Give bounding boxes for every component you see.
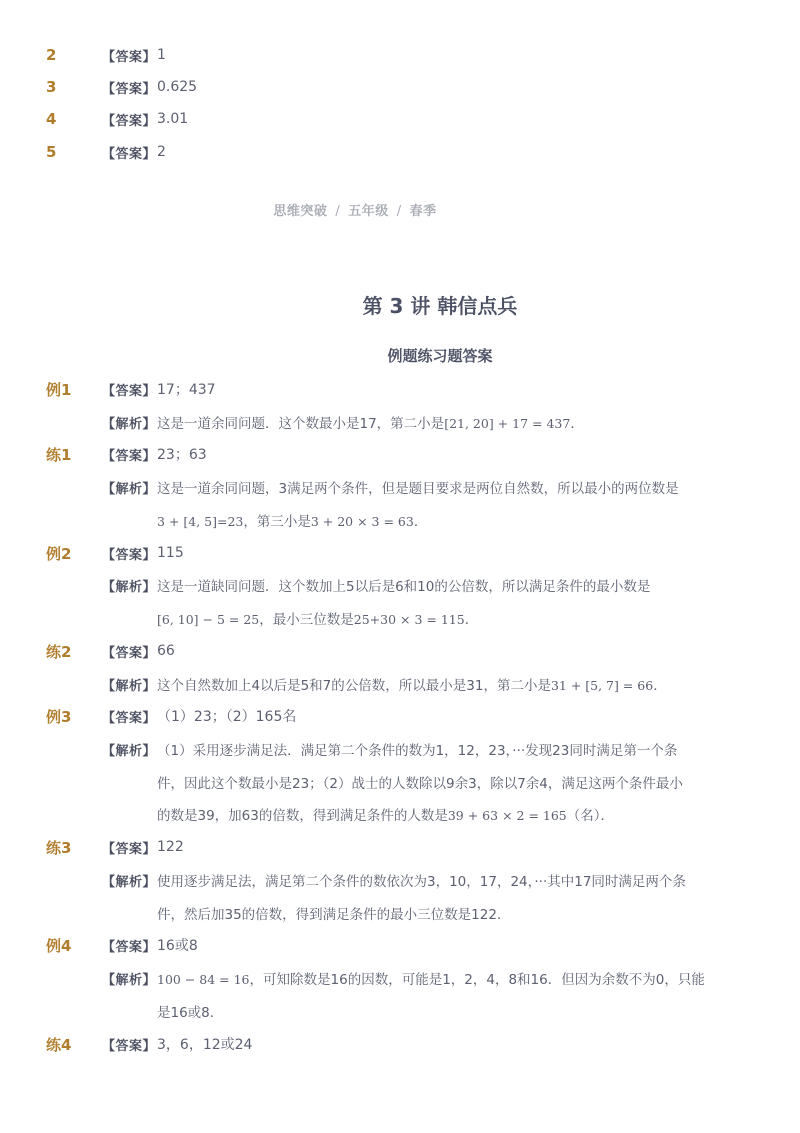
answer-value: （1）23；（2）165名 <box>157 709 297 725</box>
item-answer-row <box>0 703 800 729</box>
item-label: 练1 <box>46 445 72 464</box>
answer-value: 23；63 <box>157 447 207 463</box>
item-analysis-continuation <box>0 801 800 827</box>
answer-value: 1 <box>157 47 166 63</box>
item-analysis-row <box>0 572 800 598</box>
item-analysis-continuation <box>0 998 800 1024</box>
answer-value: 66 <box>157 643 175 659</box>
item-answer-row <box>0 376 800 402</box>
footer-term: 春季 <box>409 204 437 219</box>
analysis-tag: 【解析】 <box>102 416 157 432</box>
answer-value: 0.625 <box>157 79 198 95</box>
analysis-text: 这是一道余同问题．这个数最小是17，第二小是[21, 20] + 17 = 437． <box>157 416 584 432</box>
analysis-text: 件，因此这个数最小是23；（2）战士的人数除以9余3，除以7余4，满足这两个条件最小 <box>157 776 683 792</box>
answer-tag: 【答案】 <box>102 841 157 857</box>
question-number: 5 <box>46 143 57 161</box>
item-label: 例3 <box>46 707 72 726</box>
item-analysis-row <box>0 474 800 500</box>
analysis-text: 是16或8． <box>157 1005 224 1021</box>
answer-value: 3，6，12或24 <box>157 1037 253 1053</box>
item-label: 例2 <box>46 544 72 563</box>
footer-grade: 五年级 <box>348 204 389 219</box>
answer-value: 2 <box>157 144 166 160</box>
analysis-tag: 【解析】 <box>102 481 157 497</box>
analysis-tag: 【解析】 <box>102 874 157 890</box>
answer-value: 122 <box>157 839 184 855</box>
answer-value: 16或8 <box>157 938 198 954</box>
analysis-text: 件，然后加35的倍数，得到满足条件的最小三位数是122． <box>157 907 511 923</box>
item-analysis-row <box>0 671 800 697</box>
lecture-title: 第 3 讲 韩信点兵 <box>362 294 518 318</box>
analysis-tag: 【解析】 <box>102 743 157 759</box>
analysis-text: 100 − 84 = 16，可知除数是16的因数，可能是1，2，4，8和16．但因为余数不为0，只能 <box>157 972 705 988</box>
item-analysis-row <box>0 965 800 991</box>
page-footer-breadcrumb <box>0 200 710 219</box>
analysis-text: 这是一道余同问题，3满足两个条件，但是题目要求是两位自然数，所以最小的两位数是 <box>157 481 679 497</box>
footer-separator: / <box>396 204 402 219</box>
item-answer-row <box>0 834 800 860</box>
item-analysis-row <box>0 409 800 435</box>
question-number: 4 <box>46 110 57 128</box>
item-analysis-continuation <box>0 769 800 795</box>
analysis-text: 3 + [4, 5]=23，第三小是3 + 20 × 3 = 63． <box>157 514 428 530</box>
item-label: 练4 <box>46 1035 72 1054</box>
analysis-text: [6, 10] − 5 = 25，最小三位数是25+30 × 3 = 115． <box>157 612 479 628</box>
answer-tag: 【答案】 <box>102 146 157 162</box>
item-analysis-continuation <box>0 507 800 533</box>
answer-tag: 【答案】 <box>102 939 157 955</box>
section-title: 例题练习题答案 <box>387 347 493 365</box>
item-label: 练2 <box>46 642 72 661</box>
item-label: 练3 <box>46 838 72 857</box>
answer-tag: 【答案】 <box>102 81 157 97</box>
answer-value: 17；437 <box>157 382 216 398</box>
answer-tag: 【答案】 <box>102 49 157 65</box>
item-label: 例4 <box>46 936 72 955</box>
analysis-tag: 【解析】 <box>102 678 157 694</box>
answer-value: 115 <box>157 545 184 561</box>
analysis-text: （1）采用逐步满足法．满足第二个条件的数为1，12，23，···发现23同时满足第一个条 <box>157 743 678 759</box>
analysis-text: 这个自然数加上4以后是5和7的公倍数，所以最小是31，第二小是31 + [5, 7] = 66． <box>157 678 667 694</box>
item-answer-row <box>0 638 800 664</box>
answer-tag: 【答案】 <box>102 710 157 726</box>
question-number: 3 <box>46 78 57 96</box>
answer-tag: 【答案】 <box>102 113 157 129</box>
answer-row <box>0 139 800 165</box>
analysis-text: 使用逐步满足法，满足第二个条件的数依次为3，10，17，24，···其中17同时满足两个条 <box>157 874 686 890</box>
question-number: 2 <box>46 46 57 64</box>
answer-tag: 【答案】 <box>102 645 157 661</box>
item-answer-row <box>0 441 800 467</box>
answer-tag: 【答案】 <box>102 383 157 399</box>
analysis-tag: 【解析】 <box>102 579 157 595</box>
footer-series: 思维突破 <box>273 204 328 219</box>
item-analysis-continuation <box>0 605 800 631</box>
item-analysis-continuation <box>0 900 800 926</box>
item-label: 例1 <box>46 380 72 399</box>
answer-value: 3.01 <box>157 111 189 127</box>
item-analysis-row <box>0 867 800 893</box>
item-answer-row <box>0 1031 800 1057</box>
answer-row <box>0 74 800 100</box>
answer-row <box>0 106 800 132</box>
answer-tag: 【答案】 <box>102 1038 157 1054</box>
item-answer-row <box>0 540 800 566</box>
item-analysis-row <box>0 736 800 762</box>
analysis-text: 这是一道缺同问题．这个数加上5以后是6和10的公倍数，所以满足条件的最小数是 <box>157 579 651 595</box>
analysis-tag: 【解析】 <box>102 972 157 988</box>
footer-separator: / <box>335 204 341 219</box>
answer-tag: 【答案】 <box>102 448 157 464</box>
answer-tag: 【答案】 <box>102 547 157 563</box>
analysis-text: 的数是39，加63的倍数，得到满足条件的人数是39 + 63 × 2 = 165（名）． <box>157 808 614 824</box>
answer-row <box>0 42 800 68</box>
item-answer-row <box>0 932 800 958</box>
